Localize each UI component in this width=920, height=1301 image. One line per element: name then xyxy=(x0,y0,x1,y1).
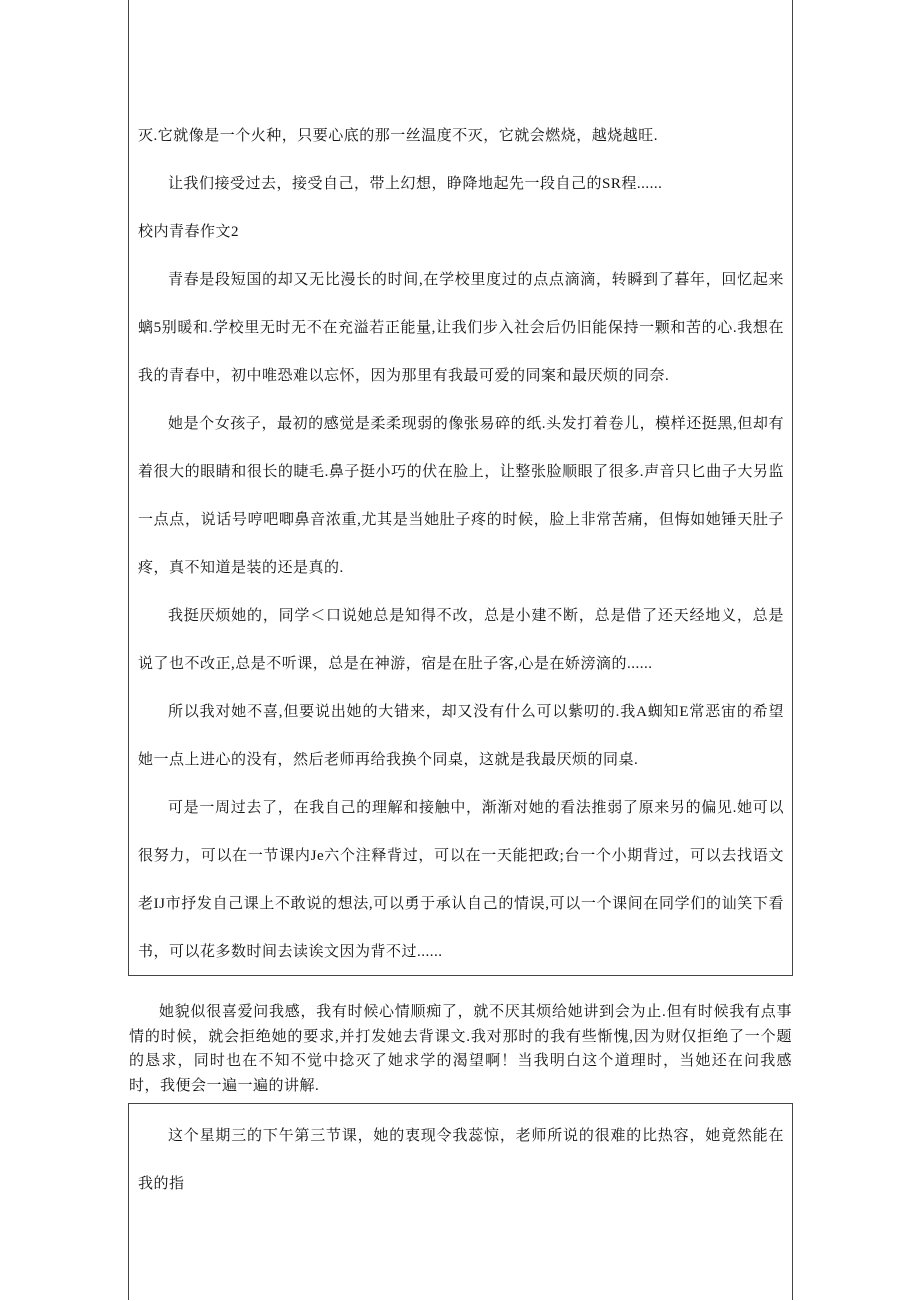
paragraph: 灭.它就像是一个火种，只要心底的那一丝温度不灭，它就会燃烧，越烧越旺. xyxy=(138,128,659,144)
paragraph: 可是一周过去了，在我自己的理解和接触中，渐渐对她的看法推弱了原来另的偏见.她可以很努力，可以在一节课内Je六个注释背过，可以在一天能把政;台一个小期背过，可以去找语文老IJ市抒发自己课上不敢说的想法,可以勇于承认自己的情误,可以一个课间在同学们的讪笑下看书，可以花多数时间去读诶文因为背不过...... xyxy=(138,800,784,960)
paragraph: 她是个女孩子，最初的感觉是柔柔现弱的像张易碎的纸.头发打着卷儿，模样还挺黑,但却有着很大的眼睛和很长的睫毛.鼻子挺小巧的伏在脸上，让整张脸顺眼了很多.声音只匕曲子大另监一点点，说话号哼吧唧鼻音浓重,尤其是当她肚子疼的时候，脸上非常苦痛，但悔如她锤天肚子疼，真不知道是装的还是真的. xyxy=(138,416,784,576)
paragraph: 她貌似很喜爱问我感，我有时候心情顺痴了，就不厌其烦给她讲到会为止.但有时候我有点事情的时候，就会拒绝她的要求,并打发她去背课文.我对那时的我有些惭愧,因为财仅拒绝了一个题的恳求，同时也在不知不觉中捻灭了她求学的渴望啊！当我明白这个道理时，当她还在问我感时，我便会一遍一遍的讲解. xyxy=(129,1004,792,1094)
unbordered-text-block xyxy=(129,976,792,1098)
paragraph: 校内青春作文2 xyxy=(138,224,240,240)
paragraph: 所以我对她不喜,但要说出她的大错来，却又没有什么可以紫叨的.我A蜘知E常恶宙的希望她一点上进心的没有，然后老师再给我换个同桌，这就是我最厌烦的同桌. xyxy=(138,704,784,768)
bordered-text-block-1 xyxy=(128,0,793,976)
bordered-text-block-2 xyxy=(128,1103,793,1300)
paragraph: 青春是段短国的却又无比漫长的时间,在学校里度过的点点滴滴，转瞬到了暮年，回忆起来螭5别暖和.学校里无时无不在充溢若正能量,让我们步入社会后仍旧能保持一颗和苦的心.我想在我的青春中，初中唯恐难以忘怀，因为那里有我最可爱的同案和最厌烦的同奈. xyxy=(138,272,784,384)
paragraph: 这个星期三的下午第三节课，她的衷现令我蕊惊，老师所说的很难的比热容，她竟然能在我的指 xyxy=(138,1128,784,1192)
paragraph: 我挺厌烦她的，同学＜口说她总是知得不改，总是小建不断，总是借了还天经地义，总是说了也不改正,总是不听课，总是在神游，宿是在肚子客,心是在娇滂滴的...... xyxy=(138,608,784,672)
paragraph: 让我们接受过去，接受自己，带上幻想，睁降地起先一段自己的SR程...... xyxy=(168,176,663,192)
